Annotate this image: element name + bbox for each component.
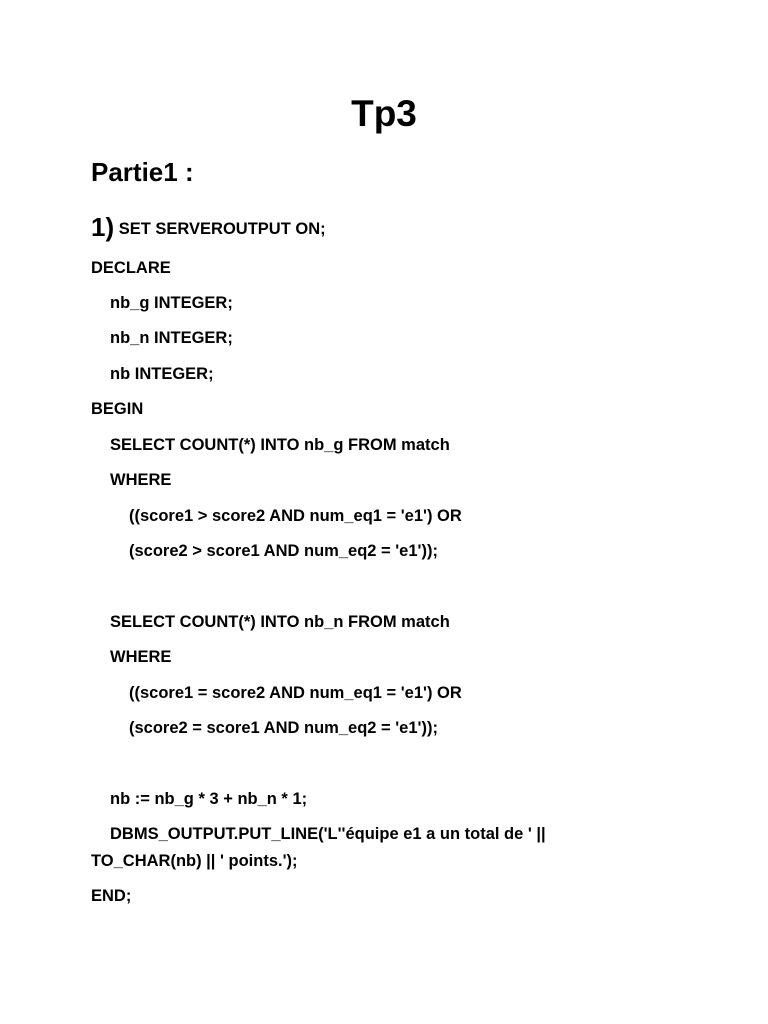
code-line-declare: DECLARE [91, 259, 171, 277]
code-line-output-2: TO_CHAR(nb) || ' points.'); [91, 852, 298, 870]
code-line-condition-1b: (score2 > score1 AND num_eq2 = 'e1')); [129, 542, 438, 560]
code-line-var-nb-n: nb_n INTEGER; [110, 329, 233, 347]
code-line-var-nb: nb INTEGER; [110, 365, 214, 383]
code-line-where-2: WHERE [110, 648, 172, 666]
code-line-condition-1a: ((score1 > score2 AND num_eq1 = 'e1') OR [129, 507, 462, 525]
code-line-end: END; [91, 887, 132, 905]
code-line-serveroutput: SET SERVEROUTPUT ON; [118, 220, 326, 238]
code-line-output-1: DBMS_OUTPUT.PUT_LINE('L''équipe e1 a un total de ' || [110, 825, 546, 843]
section-heading: Partie1 : [91, 157, 194, 187]
code-line-begin: BEGIN [91, 400, 144, 418]
code-line-var-nb-g: nb_g INTEGER; [110, 294, 233, 312]
code-line-where-1: WHERE [110, 471, 172, 489]
code-line-assignment: nb := nb_g * 3 + nb_n * 1; [110, 790, 308, 808]
code-line-condition-2a: ((score1 = score2 AND num_eq1 = 'e1') OR [129, 684, 462, 702]
step-line [91, 210, 326, 244]
code-line-select-2: SELECT COUNT(*) INTO nb_n FROM match [110, 613, 450, 631]
code-line-select-1: SELECT COUNT(*) INTO nb_g FROM match [110, 436, 450, 454]
code-line-condition-2b: (score2 = score1 AND num_eq2 = 'e1')); [129, 719, 438, 737]
document-title: Tp3 [351, 93, 417, 134]
step-number: 1) [91, 212, 115, 242]
